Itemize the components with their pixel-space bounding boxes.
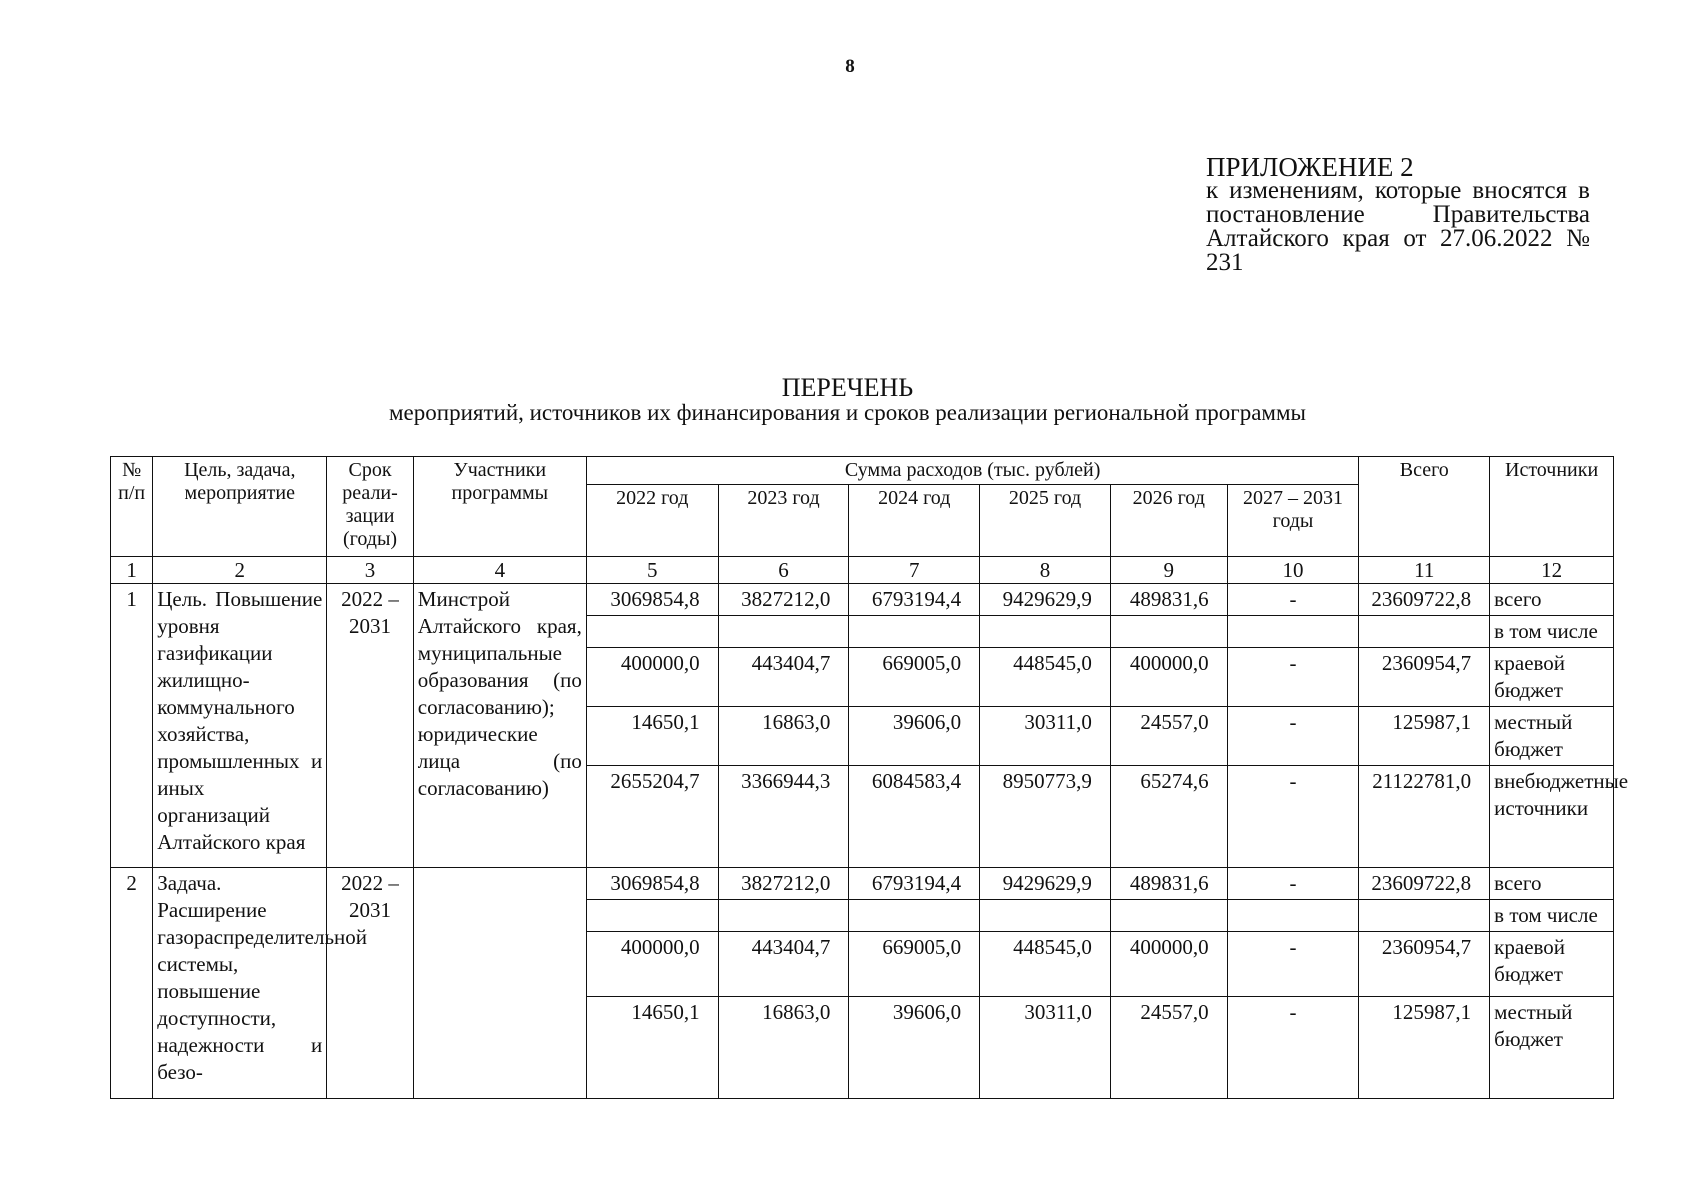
column-number: 12 — [1490, 557, 1614, 584]
value-total: 125987,1 — [1359, 707, 1490, 766]
appendix-text: к изменениям, которые вносятся в постановление Правительства Алтайского края от 27.06.2022 № 231 — [1206, 177, 1590, 276]
value-2023: 443404,7 — [718, 648, 849, 707]
section-number: 1 — [111, 584, 153, 868]
value-2022: 400000,0 — [586, 648, 718, 707]
value-2026 — [1110, 900, 1227, 932]
section-participants: Минстрой Алтайского края, муниципальные образования (по согласованию); юридические лица (по согласованию) — [413, 584, 586, 868]
value-2026 — [1110, 616, 1227, 648]
table-row — [111, 584, 1614, 616]
column-number: 3 — [327, 557, 414, 584]
value-total: 2360954,7 — [1359, 932, 1490, 997]
value-2024: 669005,0 — [849, 648, 980, 707]
value-2024: 669005,0 — [849, 932, 980, 997]
value-2027-2031: - — [1227, 766, 1359, 868]
source-label: краевой бюджет — [1490, 648, 1614, 707]
value-2024: 6084583,4 — [849, 766, 980, 868]
table-row — [111, 868, 1614, 900]
value-2026: 489831,6 — [1110, 868, 1227, 900]
value-2023: 16863,0 — [718, 707, 849, 766]
value-total: 23609722,8 — [1359, 868, 1490, 900]
value-2025: 448545,0 — [980, 648, 1111, 707]
document-subtitle: мероприятий, источников их финансирования и сроков реализации региональной программы — [389, 400, 1306, 425]
value-2022: 400000,0 — [586, 932, 718, 997]
value-2026: 24557,0 — [1110, 707, 1227, 766]
value-2023: 3827212,0 — [718, 584, 849, 616]
value-2025: 30311,0 — [980, 997, 1111, 1099]
value-2022: 14650,1 — [586, 997, 718, 1099]
value-total: 125987,1 — [1359, 997, 1490, 1099]
document-title: ПЕРЕЧЕНЬ — [781, 373, 914, 402]
column-number: 10 — [1227, 557, 1359, 584]
header-total: Всего — [1359, 457, 1490, 557]
source-label: всего — [1490, 584, 1614, 616]
header-year-2024: 2024 год — [849, 485, 980, 557]
value-2024: 6793194,4 — [849, 584, 980, 616]
value-total: 2360954,7 — [1359, 648, 1490, 707]
value-2025 — [980, 900, 1111, 932]
column-number: 11 — [1359, 557, 1490, 584]
value-2027-2031 — [1227, 616, 1359, 648]
value-2024: 39606,0 — [849, 707, 980, 766]
value-2025: 8950773,9 — [980, 766, 1111, 868]
value-2022 — [586, 616, 718, 648]
value-total — [1359, 900, 1490, 932]
section-term: 2022 – 2031 — [327, 868, 414, 1099]
value-2024: 6793194,4 — [849, 868, 980, 900]
value-2023: 443404,7 — [718, 932, 849, 997]
column-number: 1 — [111, 557, 153, 584]
column-number: 6 — [718, 557, 849, 584]
value-2023: 3366944,3 — [718, 766, 849, 868]
column-number: 9 — [1110, 557, 1227, 584]
value-2026: 489831,6 — [1110, 584, 1227, 616]
appendix-block — [1206, 152, 1590, 276]
source-label: всего — [1490, 868, 1614, 900]
value-2027-2031 — [1227, 900, 1359, 932]
value-2022: 14650,1 — [586, 707, 718, 766]
value-2022: 3069854,8 — [586, 868, 718, 900]
column-number: 7 — [849, 557, 980, 584]
source-label: местный бюджет — [1490, 997, 1614, 1099]
value-2023: 16863,0 — [718, 997, 849, 1099]
value-total: 21122781,0 — [1359, 766, 1490, 868]
value-2027-2031: - — [1227, 932, 1359, 997]
value-2026: 24557,0 — [1110, 997, 1227, 1099]
page-number: 8 — [845, 56, 855, 77]
value-2024 — [849, 900, 980, 932]
header-year-2026: 2026 год — [1110, 485, 1227, 557]
source-label: внебюджетные источники — [1490, 766, 1614, 868]
column-number: 8 — [980, 557, 1111, 584]
value-2023 — [718, 616, 849, 648]
value-2027-2031: - — [1227, 997, 1359, 1099]
column-number: 4 — [413, 557, 586, 584]
header-term: Срок реали-зации (годы) — [327, 457, 414, 557]
header-num: № п/п — [111, 457, 153, 557]
value-total — [1359, 616, 1490, 648]
header-participants: Участники программы — [413, 457, 586, 557]
value-total: 23609722,8 — [1359, 584, 1490, 616]
value-2025: 30311,0 — [980, 707, 1111, 766]
value-2027-2031: - — [1227, 707, 1359, 766]
section-participants — [413, 868, 586, 1099]
value-2027-2031: - — [1227, 584, 1359, 616]
value-2026: 65274,6 — [1110, 766, 1227, 868]
value-2022: 3069854,8 — [586, 584, 718, 616]
source-label: в том числе — [1490, 900, 1614, 932]
value-2025: 9429629,9 — [980, 868, 1111, 900]
header-expenses: Сумма расходов (тыс. рублей) — [586, 457, 1359, 485]
value-2024 — [849, 616, 980, 648]
value-2026: 400000,0 — [1110, 932, 1227, 997]
value-2022 — [586, 900, 718, 932]
header-goal: Цель, задача, мероприятие — [153, 457, 327, 557]
header-year-2025: 2025 год — [980, 485, 1111, 557]
section-goal: Цель. Повышение уровня газификации жилищно-коммунального хозяйства, промышленных и иных организаций Алтайского края — [153, 584, 327, 868]
value-2027-2031: - — [1227, 648, 1359, 707]
value-2023: 3827212,0 — [718, 868, 849, 900]
value-2025 — [980, 616, 1111, 648]
section-number: 2 — [111, 868, 153, 1099]
header-year-2023: 2023 год — [718, 485, 849, 557]
source-label: в том числе — [1490, 616, 1614, 648]
value-2026: 400000,0 — [1110, 648, 1227, 707]
appendix-title: ПРИЛОЖЕНИЕ 2 — [1206, 152, 1414, 182]
column-number-row — [111, 557, 1614, 584]
section-term: 2022 – 2031 — [327, 584, 414, 868]
source-label: местный бюджет — [1490, 707, 1614, 766]
value-2027-2031: - — [1227, 868, 1359, 900]
header-row-1 — [111, 457, 1614, 485]
value-2025: 448545,0 — [980, 932, 1111, 997]
header-sources: Источники — [1490, 457, 1614, 557]
measures-table — [110, 456, 1629, 1099]
value-2025: 9429629,9 — [980, 584, 1111, 616]
value-2023 — [718, 900, 849, 932]
value-2024: 39606,0 — [849, 997, 980, 1099]
header-year-2027-2031: 2027 – 2031 годы — [1227, 485, 1359, 557]
source-label: краевой бюджет — [1490, 932, 1614, 997]
value-2022: 2655204,7 — [586, 766, 718, 868]
column-number: 2 — [153, 557, 327, 584]
column-number: 5 — [586, 557, 718, 584]
section-goal: Задача. Расширение газораспределительной системы, повышение доступности, надежности и безо- — [153, 868, 327, 1099]
header-year-2022: 2022 год — [586, 485, 718, 557]
